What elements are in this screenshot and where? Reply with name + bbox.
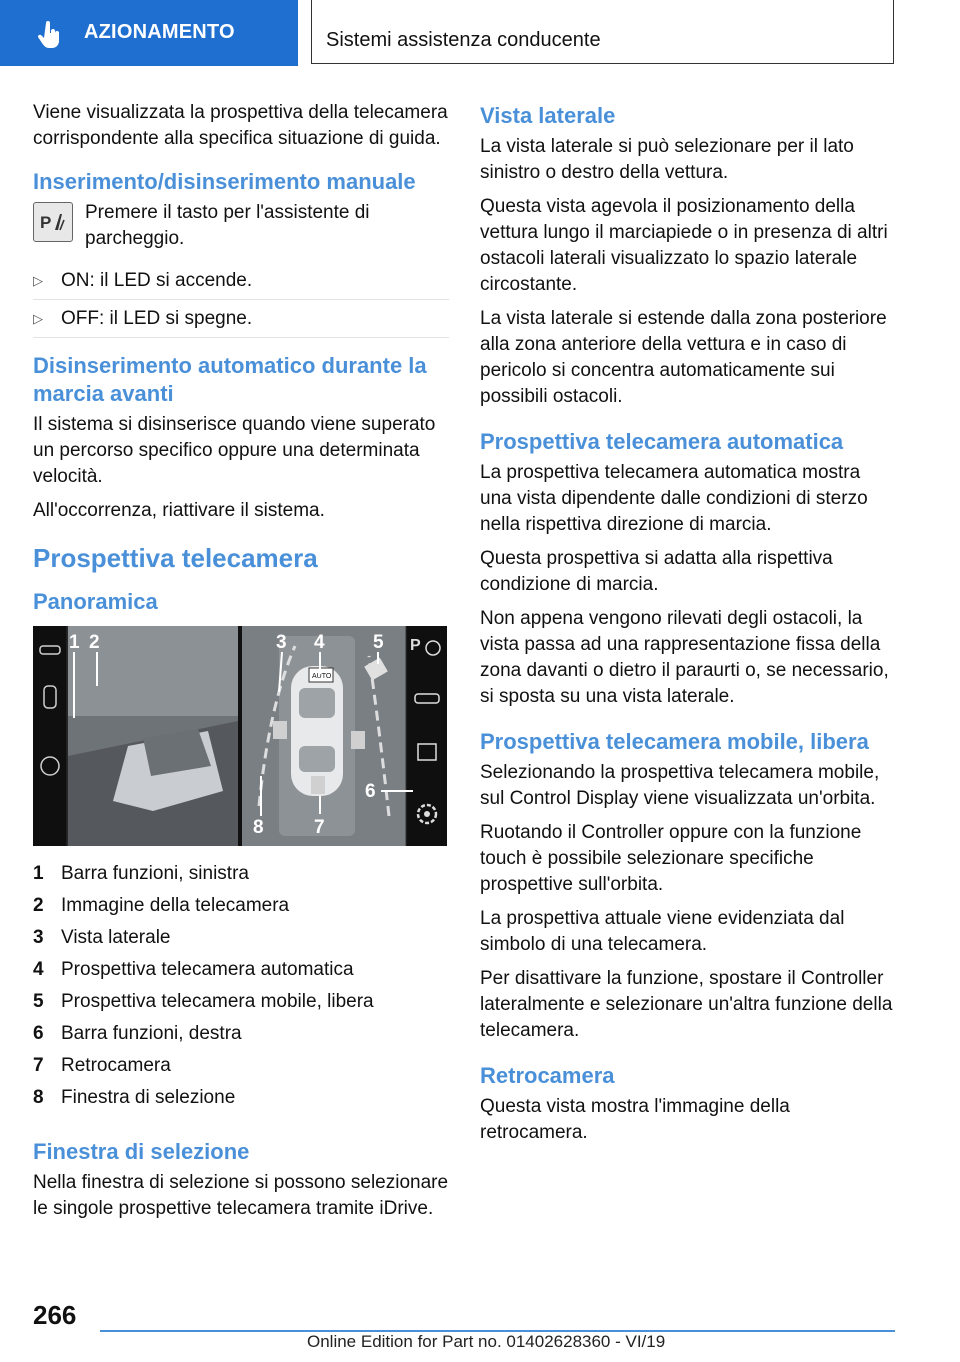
park-assist-instruction <box>33 200 449 252</box>
callout-4: 4 <box>314 632 325 653</box>
callout-6: 6 <box>365 781 376 802</box>
left-column <box>33 100 449 1230</box>
camera-screen-illustration <box>33 626 447 846</box>
free-paragraph-3: La prospettiva attuale viene evidenziata dal simbolo di una telecamera. <box>480 908 845 955</box>
hand-pointer-icon <box>34 20 64 50</box>
side-paragraph-3: La vista laterale si estende dalla zona posteriore alla zona anteriore della vettura e in caso di pericolo si concentra automaticamente sui possibili ostacoli. <box>480 308 887 407</box>
legend-item: 7 Retrocamera <box>33 1055 171 1076</box>
callout-5: 5 <box>373 632 384 653</box>
heading-selection-window: Finestra di selezione <box>33 1139 250 1164</box>
selection-paragraph: Nella finestra di selezione si possono selezionare le singole prospettive telecamera tramite iDrive. <box>33 1172 449 1219</box>
bullet-text: ON: il LED si accende. <box>61 270 253 291</box>
figure-legend <box>33 858 449 1114</box>
callout-7: 7 <box>314 817 325 838</box>
auto-off-paragraph-2: All'occorrenza, riattivare il sistema. <box>33 500 325 521</box>
heading-overview: Panoramica <box>33 589 158 614</box>
rear-paragraph: Questa vista mostra l'immagine della retrocamera. <box>480 1096 790 1143</box>
legend-item: 1 Barra funzioni, sinistra <box>33 863 249 884</box>
section-tab <box>311 0 894 64</box>
chapter-title: AZIONAMENTO <box>84 21 235 43</box>
svg-text:P: P <box>410 637 421 654</box>
triangle-bullet-icon: ▷ <box>33 273 43 288</box>
free-paragraph-4: Per disattivare la funzione, spostare il Controller lateralmente e selezionare un'altra funzione della telecamera. <box>480 968 893 1041</box>
list-item <box>33 300 449 338</box>
svg-text:P: P <box>40 213 52 232</box>
heading-free-perspective: Prospettiva telecamera mobile, libera <box>480 729 869 754</box>
edition-text: Online Edition for Part no. 01402628360 - VI/19 <box>307 1332 666 1351</box>
triangle-bullet-icon: ▷ <box>33 311 43 326</box>
callout-2: 2 <box>89 632 100 653</box>
heading-rear-camera: Retrocamera <box>480 1063 615 1088</box>
auto-label: AUTO <box>312 673 332 680</box>
park-assist-button-icon <box>33 202 73 242</box>
legend-item: 3 Vista laterale <box>33 927 171 948</box>
legend-item: 6 Barra funzioni, destra <box>33 1023 242 1044</box>
side-paragraph-1: La vista laterale si può selezionare per il lato sinistro o destro della vettura. <box>480 136 854 183</box>
legend-item: 4 Prospettiva telecamera automatica <box>33 959 354 980</box>
auto-paragraph-2: Questa prospettiva si adatta alla rispettiva condizione di marcia. <box>480 548 833 595</box>
manual-text: Premere il tasto per l'assistente di parcheggio. <box>85 202 370 249</box>
intro-paragraph: Viene visualizzata la prospettiva della telecamera corrispondente alla specifica situazione di guida. <box>33 102 448 149</box>
legend-item: 5 Prospettiva telecamera mobile, libera <box>33 991 374 1012</box>
callout-1: 1 <box>69 632 80 653</box>
page-header <box>0 0 960 66</box>
bullet-text: OFF: il LED si spegne. <box>61 308 253 329</box>
page-number: 266 <box>33 1300 77 1330</box>
free-paragraph-2: Ruotando il Controller oppure con la funzione touch è possibile selezionare specifiche prospettive sull'orbita. <box>480 822 862 895</box>
heading-auto-off: Disinserimento automatico durante la marcia avanti <box>33 353 427 406</box>
callout-8: 8 <box>253 817 264 838</box>
right-column <box>480 100 896 1154</box>
section-title: Sistemi assistenza conducente <box>326 29 601 51</box>
list-item <box>33 262 449 300</box>
chapter-tab <box>0 0 298 66</box>
camera-overview-figure <box>33 626 447 846</box>
callout-3: 3 <box>276 632 287 653</box>
auto-paragraph-3: Non appena vengono rilevati degli ostacoli, la vista passa ad una rappresentazione fissa della zona davanti o dietro il paraurti o, se necessario, si sposta su una vista laterale. <box>480 608 889 707</box>
free-paragraph-1: Selezionando la prospettiva telecamera mobile, sul Control Display viene visualizzata un'orbita. <box>480 762 880 809</box>
heading-manual: Inserimento/disinserimento manuale <box>33 169 416 194</box>
legend-item: 2 Immagine della telecamera <box>33 895 290 916</box>
legend-item: 8 Finestra di selezione <box>33 1087 236 1108</box>
heading-side-view: Vista laterale <box>480 103 616 128</box>
side-paragraph-2: Questa vista agevola il posizionamento della vettura lungo il marciapiede o in presenza di altri ostacoli laterali visualizzato lo spazio laterale circostante. <box>480 196 888 295</box>
auto-off-paragraph: Il sistema si disinserisce quando viene superato un percorso specifico oppure una determinata velocità. <box>33 414 436 487</box>
auto-paragraph-1: La prospettiva telecamera automatica mostra una vista dipendente dalle condizioni di sterzo nella rispettiva direzione di marcia. <box>480 462 868 535</box>
heading-auto-perspective: Prospettiva telecamera automatica <box>480 429 844 454</box>
heading-camera-perspective: Prospettiva telecamera <box>33 543 318 573</box>
